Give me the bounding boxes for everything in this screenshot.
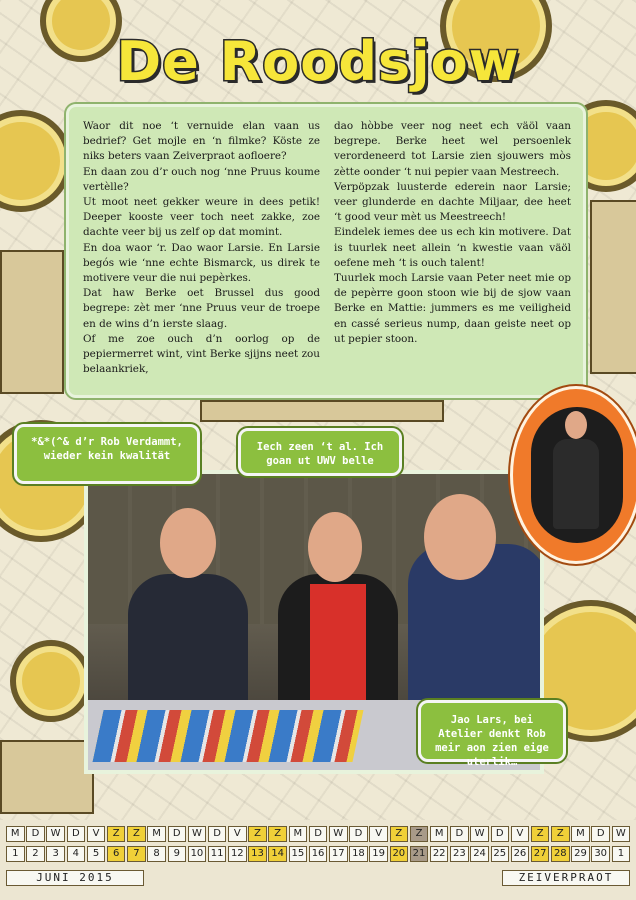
calendar-date: 3 — [46, 846, 65, 862]
calendar-dates — [6, 846, 630, 862]
calendar-date: 27 — [531, 846, 550, 862]
calendar-date: 24 — [470, 846, 489, 862]
calendar-weekday: M — [289, 826, 308, 842]
calendar-date: 15 — [289, 846, 308, 862]
calendar-weekday: Z — [127, 826, 146, 842]
paragraph: Eindelek iemes dee us ech kin motivere. Dat is tuurlek neet allein ‘n kwestie vaan väöl oefene meh ‘t is ouch talent! — [334, 226, 571, 269]
article-box — [66, 104, 586, 398]
calendar-date: 11 — [208, 846, 227, 862]
calendar-weekdays — [6, 826, 630, 842]
calendar-date: 28 — [551, 846, 570, 862]
page-title: De Roodsjow — [116, 30, 520, 93]
article-column-1 — [83, 119, 320, 387]
calendar-date: 18 — [349, 846, 368, 862]
gear-icon — [0, 110, 72, 212]
calendar-date: 16 — [309, 846, 328, 862]
calendar-weekday: Z — [410, 826, 429, 842]
calendar-weekday: W — [329, 826, 348, 842]
machine-plate — [0, 740, 94, 814]
calendar-weekday: D — [349, 826, 368, 842]
calendar-date: 25 — [491, 846, 510, 862]
calendar-date: 17 — [329, 846, 348, 862]
calendar-weekday: Z — [107, 826, 126, 842]
gear-icon — [10, 640, 92, 722]
print-sheet — [92, 710, 363, 762]
calendar-date: 1 — [6, 846, 25, 862]
calendar-date: 23 — [450, 846, 469, 862]
calendar-weekday: Z — [268, 826, 287, 842]
article-column-2 — [334, 119, 571, 387]
calendar-weekday: W — [188, 826, 207, 842]
calendar-date: 26 — [511, 846, 530, 862]
speech-bubble-middle: Iech zeen ‘t al. Ich goan ut UWV belle — [238, 428, 402, 476]
footer-publication: ZEIVERPRAOT — [502, 870, 630, 886]
paragraph: Verpöpzak luusterde ederein naor Larsie; veer glunderde en dachte Miljaar, dee heet ‘t good veur mèt us Meestreech! — [334, 180, 571, 224]
calendar-date: 21 — [410, 846, 429, 862]
calendar-date: 20 — [390, 846, 409, 862]
inset-person-body — [553, 439, 599, 529]
paragraph: dao hòbbe veer nog neet ech väöl vaan begrepe. Berke heet wel persoenlek verordeneerd tot Larsie zien sjouwers mòs zètte oonder ‘t nui pepier vaan Mestreech. — [334, 120, 571, 178]
machine-plate — [0, 250, 64, 394]
calendar-weekday: D — [26, 826, 45, 842]
calendar-date: 5 — [87, 846, 106, 862]
calendar-date: 1 — [612, 846, 631, 862]
calendar-date: 6 — [107, 846, 126, 862]
calendar-weekday: V — [369, 826, 388, 842]
calendar-weekday: W — [46, 826, 65, 842]
calendar-date: 12 — [228, 846, 247, 862]
calendar-weekday: M — [430, 826, 449, 842]
paragraph: Waor dit noe ‘t vernuide elan vaan us bedrief? Get mojle en ‘n filmke? Köste ze niks beters vaan Zeiverpraot aofloere? — [83, 120, 320, 163]
person-middle-head — [308, 512, 362, 582]
calendar-weekday: M — [571, 826, 590, 842]
calendar-weekday: Z — [551, 826, 570, 842]
calendar-weekday: D — [450, 826, 469, 842]
paragraph: Of me zoe ouch d’n oorlog op de pepiermerret wint, vint Berke sjijns neet zou belaankriek, — [83, 332, 320, 376]
calendar-date: 22 — [430, 846, 449, 862]
paragraph: Ut moot neet gekker weure in dees petik! Deeper kooste veer toch neet zakke, zoe dachte veer bij us zelf op dat momint. — [83, 196, 320, 239]
calendar-date: 10 — [188, 846, 207, 862]
calendar-date: 8 — [147, 846, 166, 862]
calendar-date: 29 — [571, 846, 590, 862]
calendar-weekday: W — [612, 826, 631, 842]
calendar-weekday: M — [147, 826, 166, 842]
calendar-weekday: M — [6, 826, 25, 842]
calendar-date: 14 — [268, 846, 287, 862]
inset-photo-oval — [510, 386, 636, 564]
machine-plate — [590, 200, 636, 374]
footer-month: JUNI 2015 — [6, 870, 144, 886]
speech-bubble-left: *&*(^& d’r Rob Verdammt, wieder kein kwalität — [14, 424, 200, 484]
calendar-weekday: D — [309, 826, 328, 842]
person-left-head — [160, 508, 216, 578]
calendar-weekday: Z — [248, 826, 267, 842]
calendar-weekday: V — [228, 826, 247, 842]
calendar-weekday: V — [87, 826, 106, 842]
calendar-weekday: Z — [390, 826, 409, 842]
calendar-weekday: D — [591, 826, 610, 842]
machine-plate — [200, 400, 444, 422]
paragraph: Tuurlek moch Larsie vaan Peter neet mie op de pepèrre goon stoon wie bij de sjow vaan Berke en Mattie: jummers es me veiligheid en cassé serieus nump, daan geiste neet op ut pepier stoon. — [334, 272, 571, 345]
calendar-weekday: D — [67, 826, 86, 842]
calendar-date: 30 — [591, 846, 610, 862]
paragraph: Dat haw Berke oet Brussel dus good begrepe: zèt mer ‘nne Pruus veur de troepe en de wins d’n ierste slaag. — [83, 287, 320, 330]
paragraph: En daan zou d’r ouch nog ‘nne Pruus koume vertèlle? — [83, 165, 320, 193]
calendar-weekday: W — [470, 826, 489, 842]
calendar-weekday: V — [511, 826, 530, 842]
calendar-weekday: D — [491, 826, 510, 842]
calendar-date: 4 — [67, 846, 86, 862]
calendar-weekday: D — [168, 826, 187, 842]
calendar-date: 9 — [168, 846, 187, 862]
calendar-date: 7 — [127, 846, 146, 862]
inset-person-head — [565, 411, 587, 439]
calendar-weekday: D — [208, 826, 227, 842]
speech-bubble-right: Jao Lars, bei Atelier denkt Rob meir aon zien eige uterlik… — [418, 700, 566, 762]
calendar-date: 19 — [369, 846, 388, 862]
calendar-weekday: Z — [531, 826, 550, 842]
calendar-date: 2 — [26, 846, 45, 862]
paragraph: En doa waor ‘r. Dao waor Larsie. En Larsie begós wie ‘nne echte Bismarck, us direk te motivere veur die nui pepèrkes. — [83, 241, 320, 285]
person-right-head — [424, 494, 496, 580]
calendar-date: 13 — [248, 846, 267, 862]
